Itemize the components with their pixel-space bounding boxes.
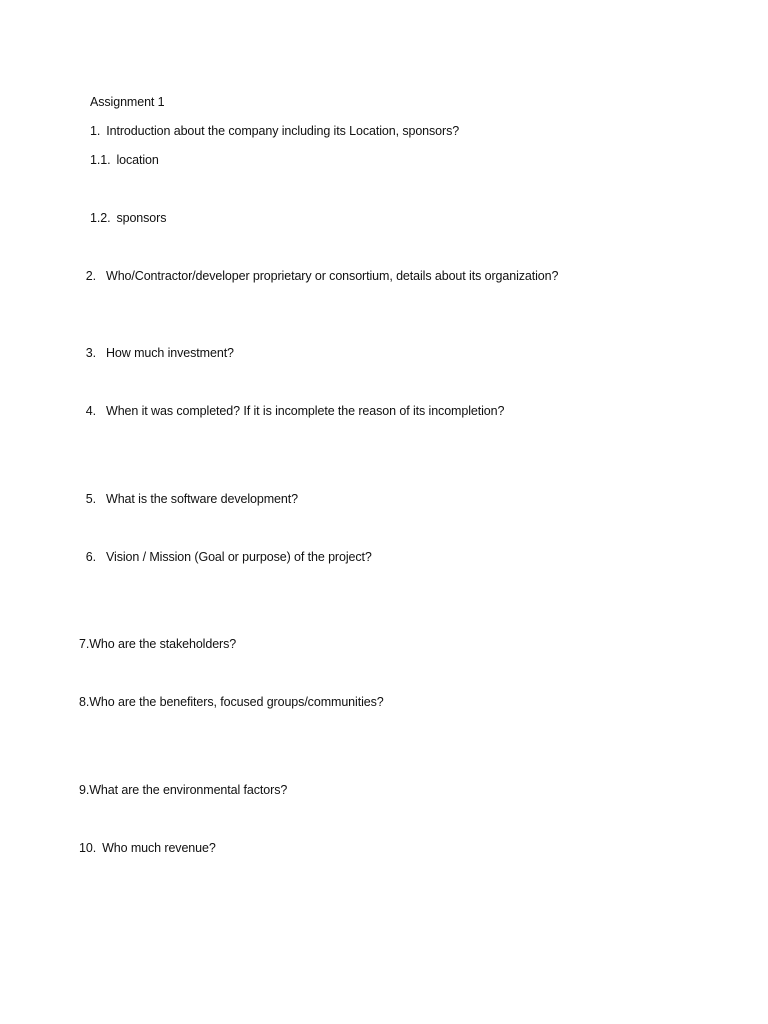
question-number: 8. [79,695,90,709]
question-number: 1.1. [90,153,111,167]
question-number: 1. [90,124,101,138]
assignment-title: Assignment 1 [90,95,165,109]
question-text: Who much revenue? [102,841,216,855]
question-text: Who are the benefiters, focused groups/communities? [89,695,384,709]
question-number: 1.2. [90,211,111,225]
question-text: What are the environmental factors? [89,783,288,797]
question-7 [79,636,236,652]
question-10 [79,840,216,856]
question-1-2 [90,210,166,226]
question-text: What is the software development? [106,492,298,506]
question-3 [74,345,234,361]
question-text: When it was completed? If it is incomplete the reason of its incompletion? [106,404,505,418]
question-text: How much investment? [106,346,234,360]
question-text: location [116,153,159,167]
question-number: 6. [85,550,96,564]
question-4 [74,403,504,419]
question-number: 5. [85,492,96,506]
question-number: 7. [79,637,90,651]
question-8 [79,694,384,710]
question-5 [74,491,298,507]
question-text: Introduction about the company including its Location, sponsors? [106,124,460,138]
question-number: 2. [85,269,96,283]
question-number: 10. [79,841,97,855]
question-1 [90,123,459,139]
question-text: Vision / Mission (Goal or purpose) of the project? [106,550,372,564]
question-text: Who/Contractor/developer proprietary or consortium, details about its organization? [106,269,559,283]
question-9 [79,782,287,798]
question-text: Who are the stakeholders? [89,637,237,651]
question-number: 9. [79,783,90,797]
question-6 [74,549,372,565]
question-number: 3. [85,346,96,360]
question-number: 4. [85,404,96,418]
question-text: sponsors [116,211,167,225]
question-2 [74,268,558,284]
question-1-1 [90,152,159,168]
